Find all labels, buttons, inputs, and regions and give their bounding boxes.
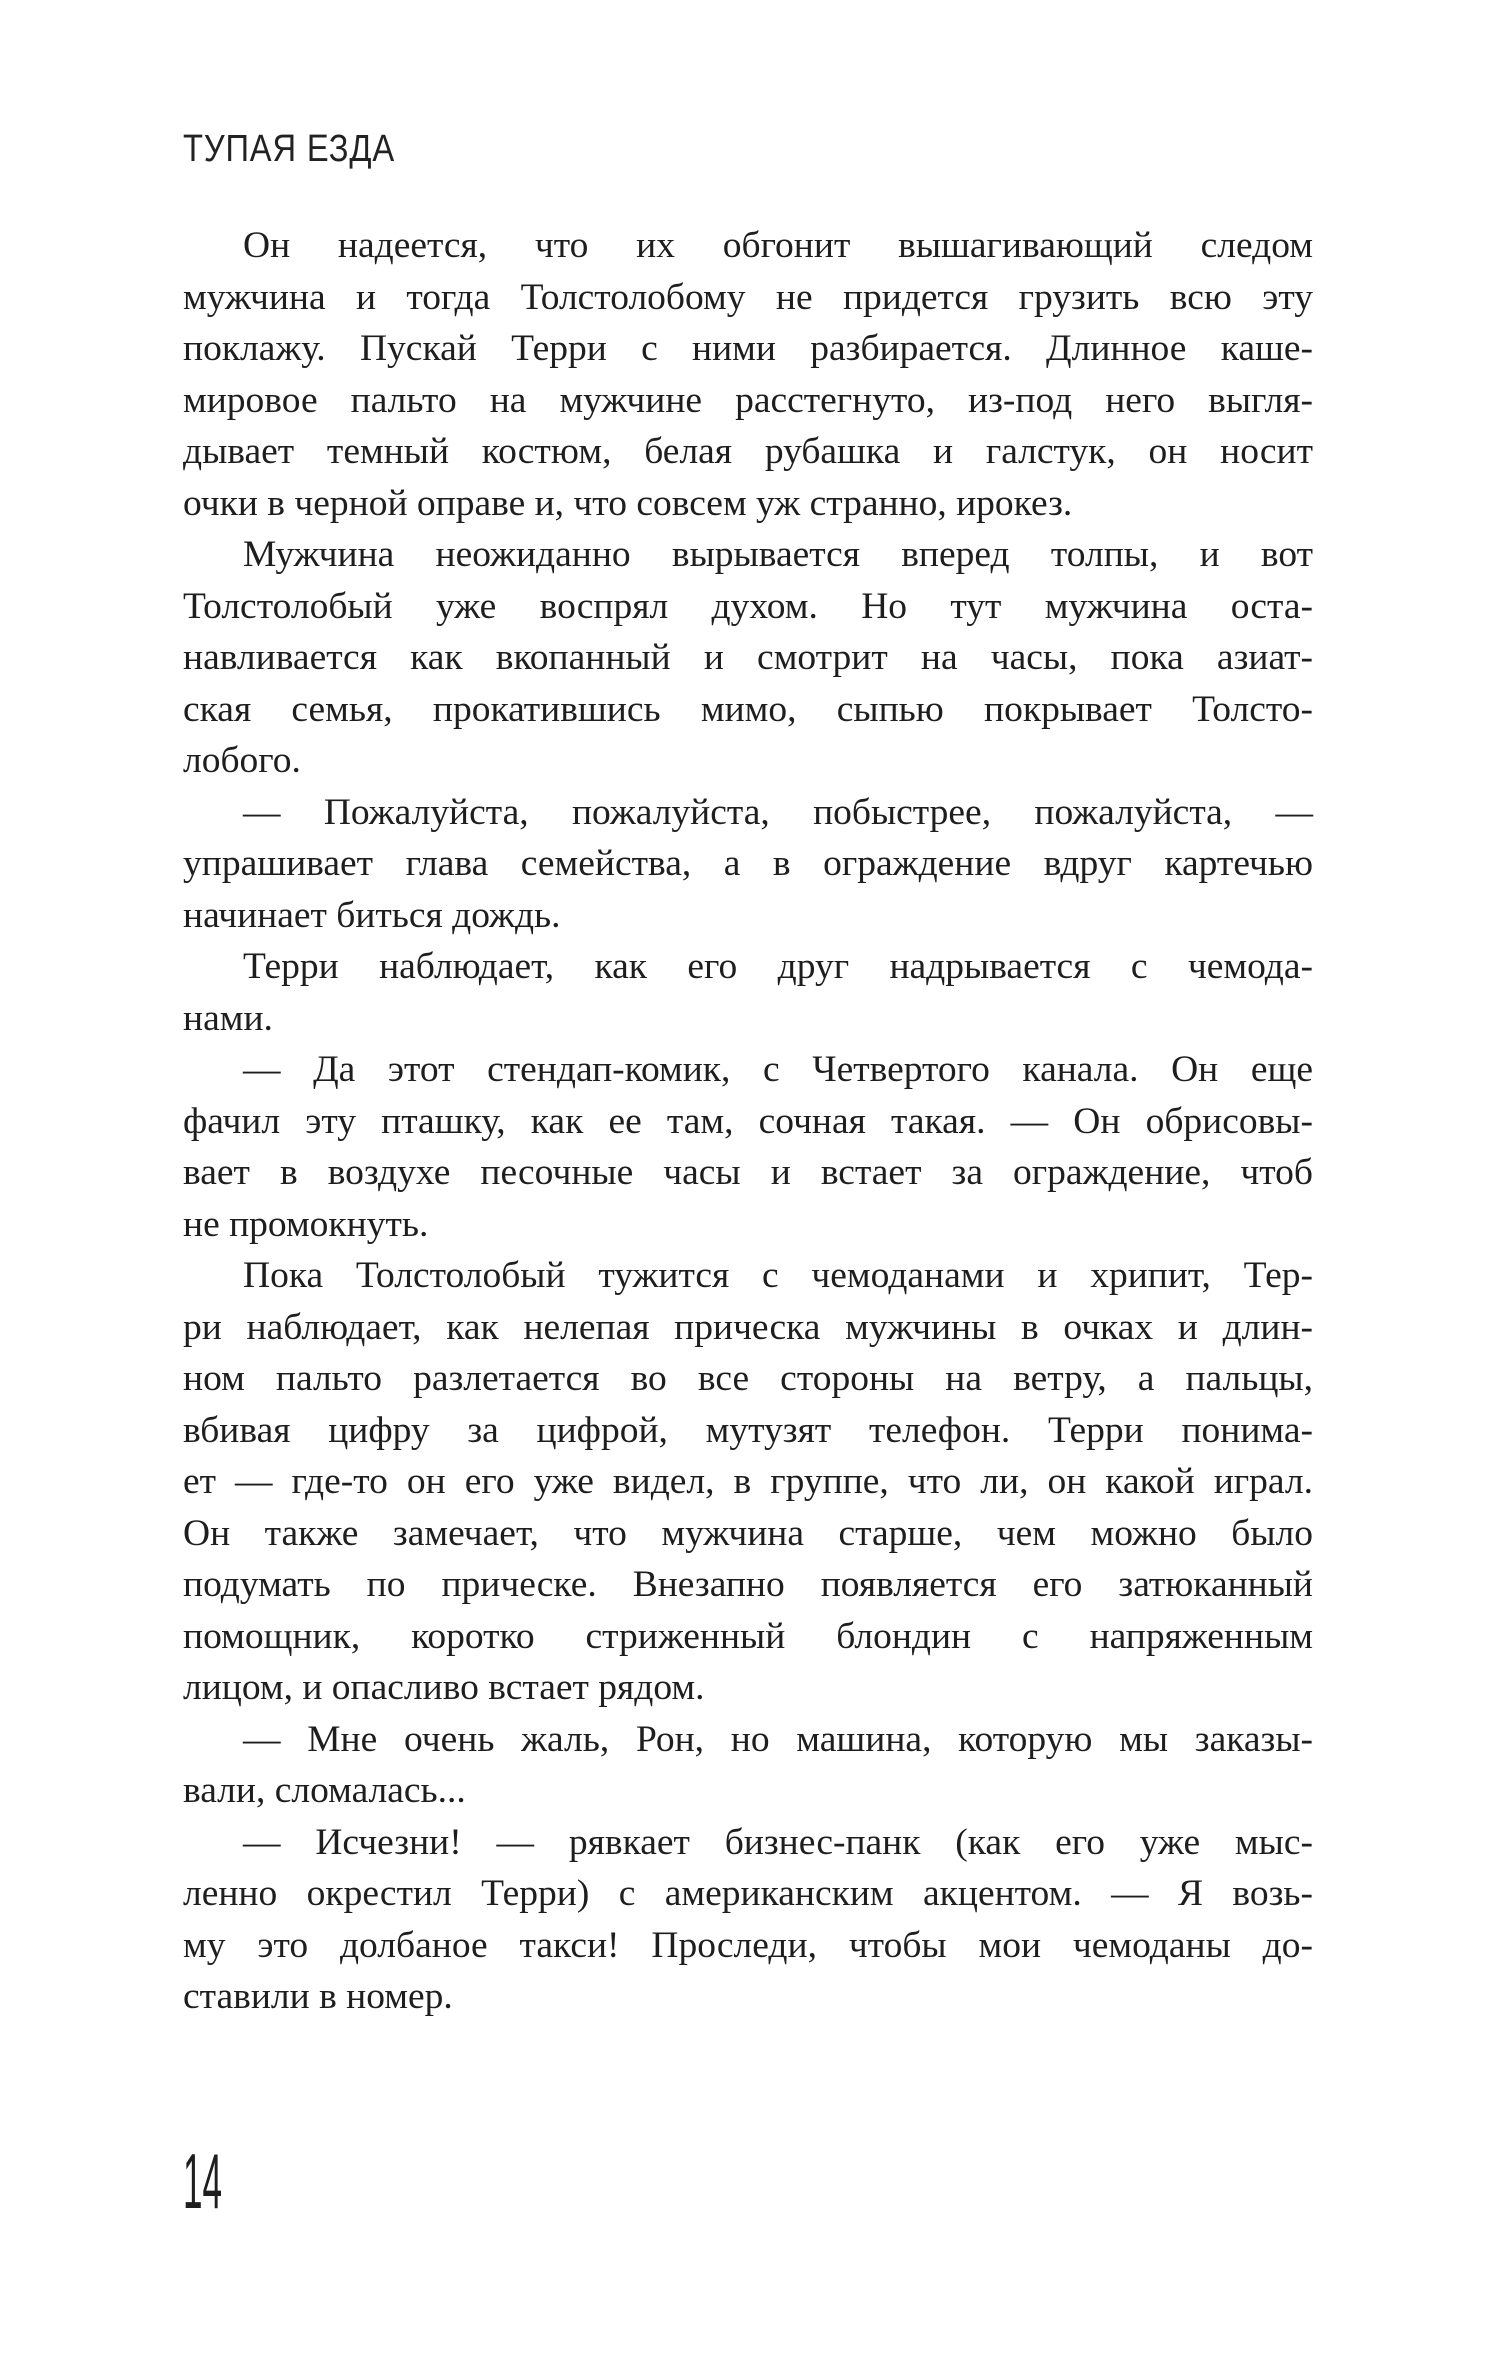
text-line: поклажу. Пускай Терри с ними разбирается. Длинное каше- (183, 328, 1313, 369)
text-line: подумать по прическе. Внезапно появляется его затюканный (183, 1564, 1313, 1605)
page-number: 14 (183, 2137, 223, 2225)
text-line: навливается как вкопанный и смотрит на часы, пока азиат- (183, 637, 1313, 678)
text-line: ет — где-то он его уже видел, в группе, что ли, он какой играл. (183, 1461, 1313, 1502)
text-line: Толстолобый уже воспрял духом. Но тут мужчина оста- (183, 585, 1313, 627)
text-line: начинает биться дождь. (183, 894, 561, 936)
text-line: Он надеется, что их обгонит вышагивающий следом (243, 225, 1313, 266)
text-line: му это долбаное такси! Проследи, чтобы мои чемоданы до- (183, 1924, 1313, 1966)
text-line: ская семья, прокатившись мимо, сыпью покрывает Толсто- (183, 688, 1313, 730)
text-line: лицом, и опасливо встает рядом. (183, 1667, 705, 1708)
text-line: — Пожалуйста, пожалуйста, побыстрее, пожалуйста, — (243, 791, 1313, 833)
text-line: — Мне очень жаль, Рон, но машина, которую мы заказы- (243, 1718, 1313, 1760)
text-line: лобого. (183, 740, 301, 781)
text-line: — Исчезни! — рявкает бизнес-панк (как его уже мыс- (243, 1821, 1313, 1863)
text-line: Мужчина неожиданно вырывается вперед толпы, и вот (243, 534, 1313, 575)
text-line: ри наблюдает, как нелепая прическа мужчины в очках и длин- (183, 1306, 1313, 1348)
text-line: не промокнуть. (183, 1203, 429, 1245)
body-text (183, 220, 1313, 2023)
text-line: ном пальто разлетается во все стороны на ветру, а пальцы, (183, 1358, 1313, 1399)
text-line: ленно окрестил Терри) с американским акцентом. — Я возь- (183, 1873, 1313, 1914)
text-line: фачил эту пташку, как ее там, сочная такая. — Он обрисовы- (183, 1100, 1313, 1142)
text-line: ставили в номер. (183, 1976, 453, 2017)
text-line: вает в воздухе песочные часы и встает за ограждение, чтоб (183, 1152, 1313, 1193)
text-line: помощник, коротко стриженный блондин с напряженным (183, 1615, 1313, 1657)
text-line: вбивая цифру за цифрой, мутузят телефон. Терри понима- (183, 1409, 1313, 1451)
text-line: — Да этот стендап-комик, с Четвертого канала. Он еще (243, 1049, 1313, 1090)
text-line: очки в черной оправе и, что совсем уж странно, ирокез. (183, 482, 1073, 524)
text-line: Терри наблюдает, как его друг надрывается с чемода- (243, 946, 1313, 987)
text-line: мужчина и тогда Толстолобому не придется грузить всю эту (183, 276, 1313, 318)
text-line: нами. (183, 997, 273, 1039)
text-line: Он также замечает, что мужчина старше, чем можно было (183, 1512, 1313, 1554)
text-line: упрашивает глава семейства, а в ограждение вдруг картечью (183, 843, 1313, 884)
text-line: дывает темный костюм, белая рубашка и галстук, он носит (183, 431, 1313, 472)
text-line: вали, сломалась... (183, 1770, 466, 1811)
running-head-title: ТУПАЯ ЕЗДА (183, 128, 396, 170)
text-line: Пока Толстолобый тужится с чемоданами и хрипит, Тер- (243, 1255, 1313, 1296)
text-line: мировое пальто на мужчине расстегнуто, из-под него выгля- (183, 379, 1313, 421)
